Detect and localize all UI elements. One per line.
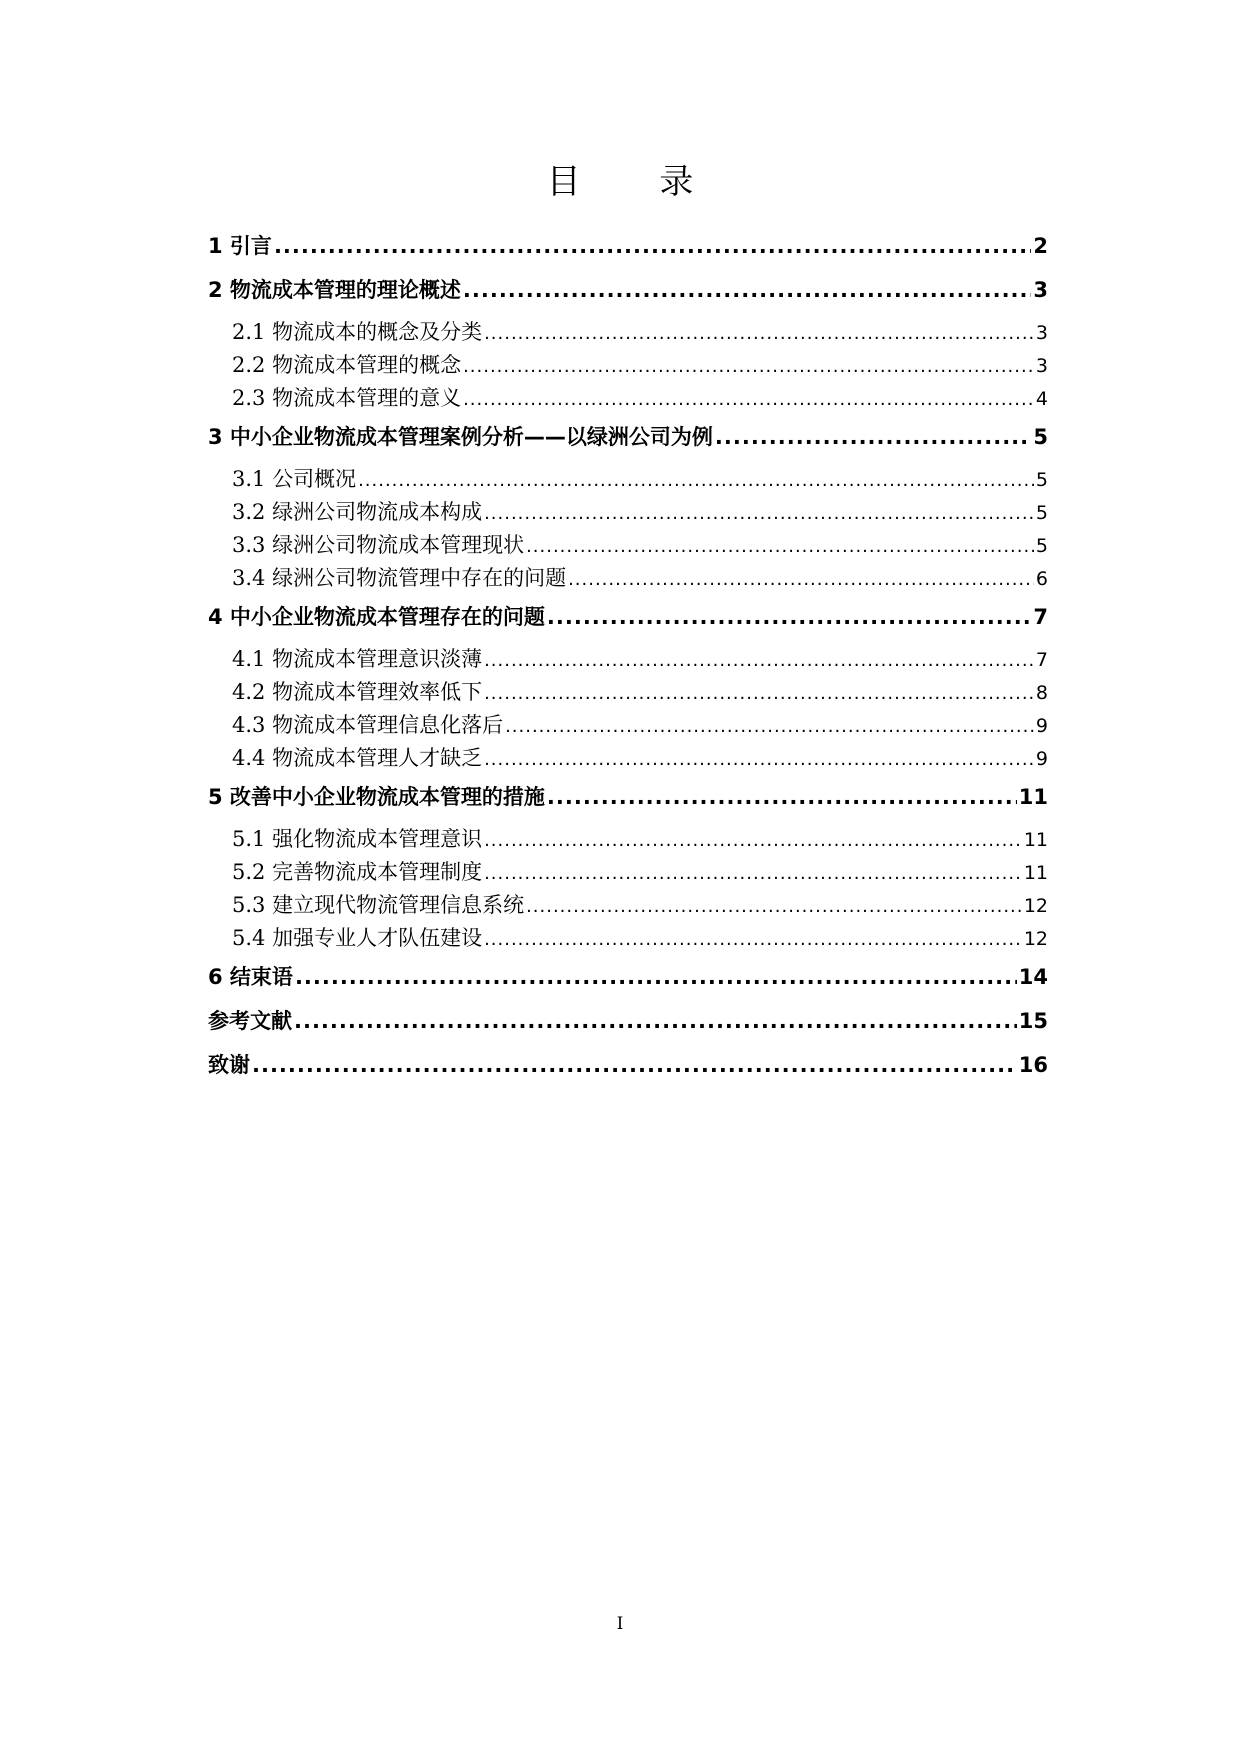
toc-entry-page-number: 11 — [1018, 785, 1048, 809]
toc-section-entry[interactable] — [208, 562, 1048, 595]
toc-chapter-entry[interactable] — [208, 268, 1048, 312]
toc-entry-page-number: 9 — [1035, 748, 1048, 770]
toc-dot-leader — [547, 595, 1031, 639]
toc-entry-label: 2.3 物流成本管理的意义 — [232, 386, 462, 410]
toc-entry-label: 致谢 — [208, 1053, 250, 1077]
toc-dot-leader — [294, 999, 1017, 1043]
toc-section-entry[interactable] — [208, 496, 1048, 529]
toc-dot-leader — [484, 743, 1034, 776]
toc-entry-page-number: 16 — [1018, 1053, 1048, 1077]
toc-entry-label: 3.4 绿洲公司物流管理中存在的问题 — [232, 566, 567, 590]
toc-entry-label: 4.2 物流成本管理效率低下 — [232, 680, 483, 704]
toc-entry-page-number: 11 — [1023, 829, 1048, 851]
toc-entry-page-number: 7 — [1033, 605, 1048, 629]
toc-chapter-entry[interactable] — [208, 955, 1048, 999]
toc-entry-label: 4 中小企业物流成本管理存在的问题 — [208, 605, 545, 629]
toc-dot-leader — [295, 955, 1017, 999]
toc-entry-label: 参考文献 — [208, 1009, 292, 1033]
toc-entry-page-number: 5 — [1035, 502, 1048, 524]
toc-dot-leader — [484, 857, 1022, 890]
toc-entry-label: 6 结束语 — [208, 965, 293, 989]
toc-dot-leader — [484, 497, 1034, 530]
toc-section-entry[interactable] — [208, 922, 1048, 955]
toc-entry-label: 4.1 物流成本管理意识淡薄 — [232, 647, 483, 671]
toc-dot-leader — [274, 224, 1031, 268]
toc-entry-page-number: 6 — [1035, 568, 1048, 590]
toc-entry-label: 3.2 绿洲公司物流成本构成 — [232, 500, 483, 524]
toc-section-entry[interactable] — [208, 823, 1048, 856]
toc-dot-leader — [484, 317, 1034, 350]
toc-chapter-entry[interactable] — [208, 775, 1048, 819]
toc-dot-leader — [463, 350, 1034, 383]
toc-entry-label: 5 改善中小企业物流成本管理的措施 — [208, 785, 545, 809]
toc-dot-leader — [547, 775, 1017, 819]
toc-section-entry[interactable] — [208, 676, 1048, 709]
toc-dot-leader — [358, 464, 1034, 497]
toc-dot-leader — [484, 644, 1034, 677]
toc-chapter-entry[interactable] — [208, 415, 1048, 459]
toc-entry-label: 5.4 加强专业人才队伍建设 — [232, 926, 483, 950]
toc-entry-page-number: 8 — [1035, 682, 1048, 704]
toc-dot-leader — [715, 415, 1031, 459]
toc-entry-page-number: 3 — [1033, 278, 1048, 302]
toc-dot-leader — [568, 563, 1034, 596]
toc-dot-leader — [463, 268, 1031, 312]
toc-dot-leader — [505, 710, 1034, 743]
toc-section-entry[interactable] — [208, 349, 1048, 382]
toc-entry-label: 2.2 物流成本管理的概念 — [232, 353, 462, 377]
toc-section-entry[interactable] — [208, 463, 1048, 496]
toc-entry-page-number: 15 — [1018, 1009, 1048, 1033]
toc-section-entry[interactable] — [208, 742, 1048, 775]
toc-entry-page-number: 2 — [1033, 234, 1048, 258]
table-of-contents — [208, 224, 1048, 1087]
toc-section-entry[interactable] — [208, 643, 1048, 676]
toc-entry-page-number: 14 — [1018, 965, 1048, 989]
toc-entry-page-number: 5 — [1035, 535, 1048, 557]
toc-dot-leader — [526, 890, 1022, 923]
toc-chapter-entry[interactable] — [208, 224, 1048, 268]
toc-entry-page-number: 9 — [1035, 715, 1048, 737]
toc-entry-label: 5.2 完善物流成本管理制度 — [232, 860, 483, 884]
toc-entry-page-number: 4 — [1035, 388, 1048, 410]
toc-entry-page-number: 3 — [1035, 355, 1048, 377]
toc-section-entry[interactable] — [208, 382, 1048, 415]
toc-entry-label: 1 引言 — [208, 234, 272, 258]
toc-entry-label: 3.1 公司概况 — [232, 467, 357, 491]
toc-entry-label: 2 物流成本管理的理论概述 — [208, 278, 461, 302]
toc-dot-leader — [526, 530, 1034, 563]
toc-entry-label: 3 中小企业物流成本管理案例分析——以绿洲公司为例 — [208, 425, 713, 449]
toc-entry-page-number: 12 — [1023, 928, 1048, 950]
toc-entry-label: 5.1 强化物流成本管理意识 — [232, 827, 483, 851]
toc-dot-leader — [484, 677, 1034, 710]
toc-section-entry[interactable] — [208, 709, 1048, 742]
toc-entry-label: 5.3 建立现代物流管理信息系统 — [232, 893, 525, 917]
page-title: 目 录 — [546, 162, 728, 202]
toc-section-entry[interactable] — [208, 856, 1048, 889]
toc-entry-label: 4.3 物流成本管理信息化落后 — [232, 713, 504, 737]
toc-section-entry[interactable] — [208, 316, 1048, 349]
toc-chapter-entry[interactable] — [208, 595, 1048, 639]
toc-chapter-entry[interactable] — [208, 999, 1048, 1043]
toc-section-entry[interactable] — [208, 889, 1048, 922]
toc-section-entry[interactable] — [208, 529, 1048, 562]
toc-entry-page-number: 7 — [1035, 649, 1048, 671]
toc-entry-page-number: 11 — [1023, 862, 1048, 884]
toc-entry-page-number: 12 — [1023, 895, 1048, 917]
toc-entry-page-number: 3 — [1035, 322, 1048, 344]
toc-entry-page-number: 5 — [1033, 425, 1048, 449]
toc-entry-label: 2.1 物流成本的概念及分类 — [232, 320, 483, 344]
toc-dot-leader — [484, 923, 1022, 956]
toc-entry-label: 3.3 绿洲公司物流成本管理现状 — [232, 533, 525, 557]
toc-entry-label: 4.4 物流成本管理人才缺乏 — [232, 746, 483, 770]
toc-dot-leader — [252, 1043, 1017, 1087]
toc-chapter-entry[interactable] — [208, 1043, 1048, 1087]
toc-dot-leader — [484, 824, 1022, 857]
toc-dot-leader — [463, 383, 1034, 416]
toc-entry-page-number: 5 — [1035, 469, 1048, 491]
page-number-footer: I — [616, 1614, 624, 1634]
